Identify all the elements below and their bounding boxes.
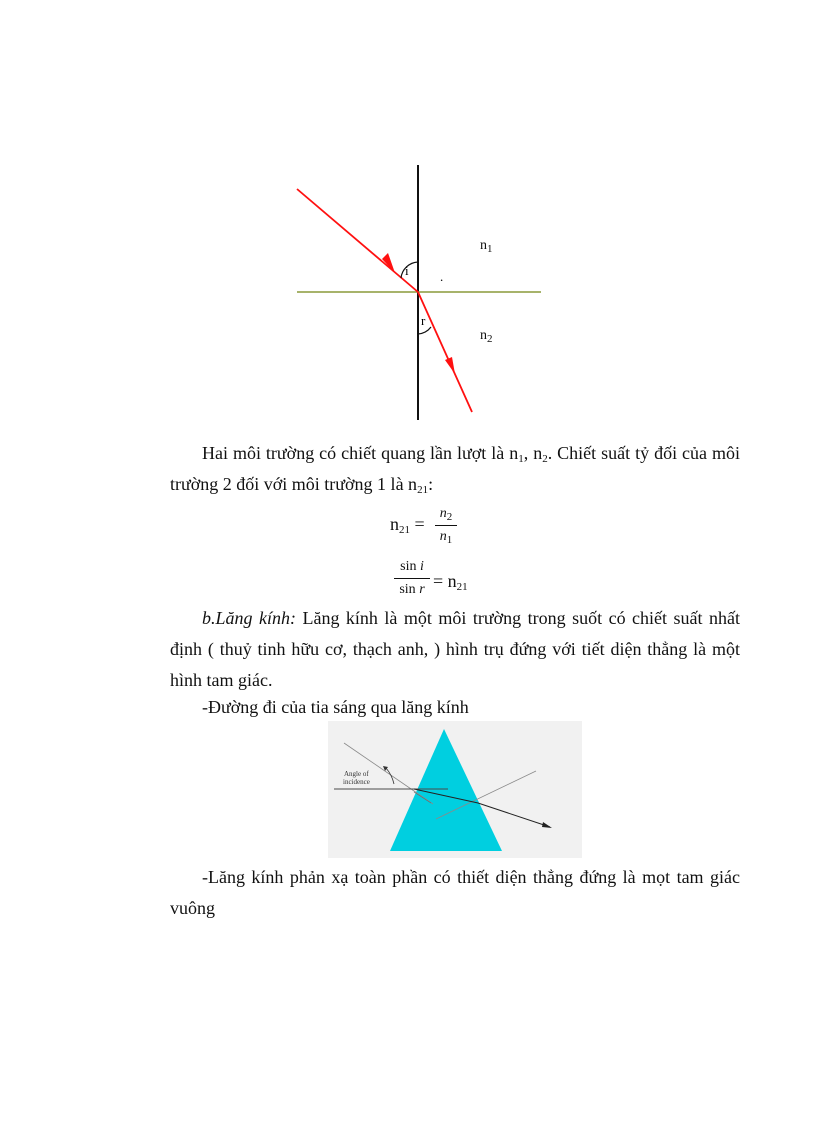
incident-ray xyxy=(297,189,418,292)
n1-label: $n_1$ xyxy=(480,238,493,255)
paragraph-light-path: -Đường đi của tia sáng qua lăng kính xyxy=(202,697,469,717)
angle-i-label: i xyxy=(405,263,409,278)
angle-r-arc xyxy=(418,327,431,334)
angle-i-arc xyxy=(401,262,418,278)
n2-label: $n_2$ xyxy=(480,328,493,345)
refracted-ray xyxy=(418,292,472,412)
refraction-diagram xyxy=(0,0,816,440)
angle-r-label: r xyxy=(421,313,426,328)
angle-of-incidence-label-1: Angle of xyxy=(344,770,369,778)
paragraph-prism-definition: b.Lăng kính: Lăng kính là một môi trường trong suốt có chiết suất nhất định ( thuỷ tinh hữu cơ, thạch anh, ) hình trụ đứng với tiết diện thẳng là một hình tam giác. xyxy=(170,608,740,690)
prism-diagram xyxy=(328,721,582,858)
paragraph-refractive-index: Hai môi trường có chiết quang lần lượt là $n_1$, $n_2$. Chiết suất tỷ đối của môi trường 2 đối với môi trường 1 là $n_{21}$: xyxy=(170,443,741,496)
paragraph-total-reflection-prism: -Lăng kính phản xạ toàn phần có thiết diện thẳng đứng là mọt tam giác vuông xyxy=(170,867,740,918)
formula-snell-rhs: = $n_{21}$ xyxy=(433,571,468,593)
refracted-ray-arrow xyxy=(445,357,455,374)
formula-n21-fraction: $n_2$ $n_1$ xyxy=(435,505,457,546)
dot-mark: . xyxy=(440,269,444,284)
angle-of-incidence-label-2: incidence xyxy=(343,778,370,786)
formula-n21-lhs: $n_{21}$ = xyxy=(390,514,425,536)
formula-snell-fraction: sin i sin r xyxy=(394,558,430,599)
